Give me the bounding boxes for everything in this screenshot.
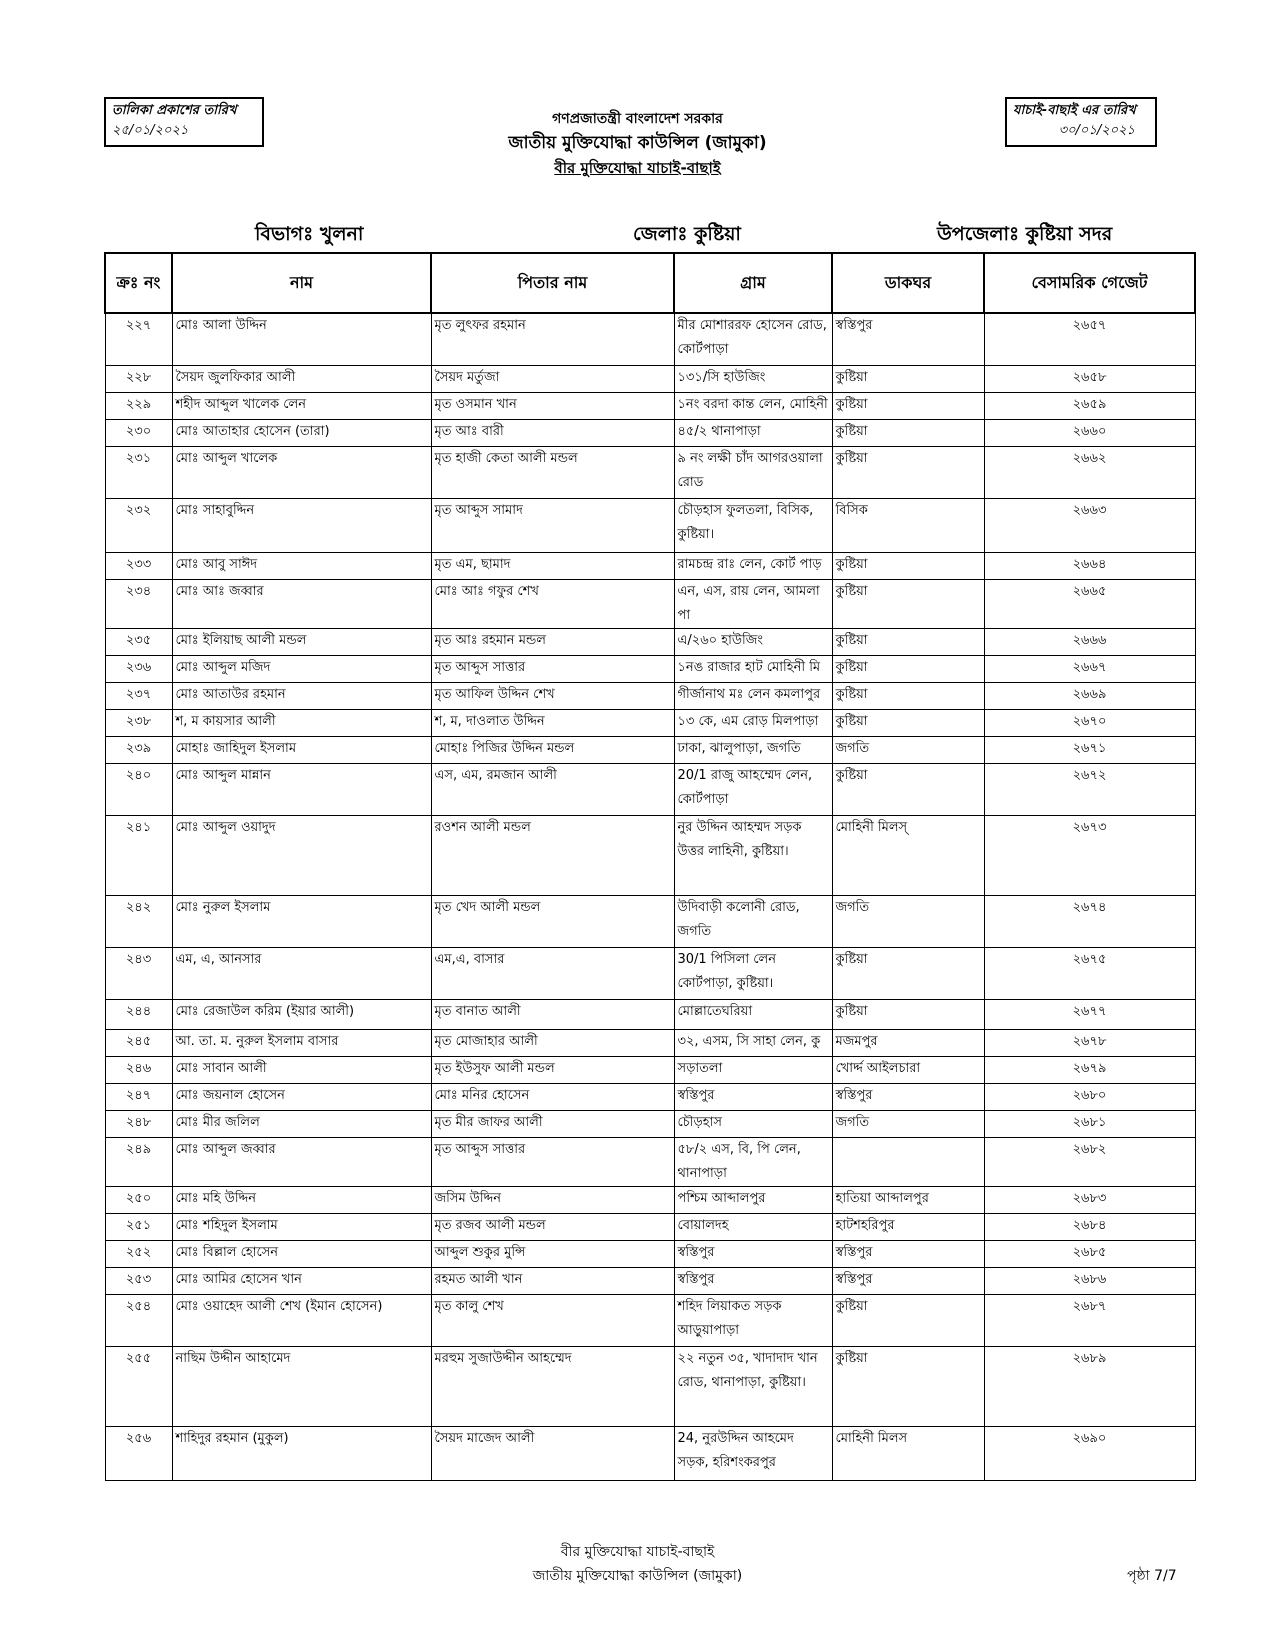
verify-date-label: যাচাই-বাছাই এর তারিখ (1013, 103, 1136, 118)
village-cell: চৌড়হাস ফুলতলা, বিসিক, কুষ্টিয়া। (674, 498, 832, 552)
father-name-cell: মৃত আঃ বারী (431, 419, 674, 446)
gazette-cell: ২৬৮১ (984, 1110, 1195, 1137)
post-office-cell: মজমপুর (832, 1029, 984, 1056)
serial-cell: ২৪০ (105, 763, 172, 815)
village-cell: 24, নুরউদ্দিন আহমেদ সড়ক, হরিশংকরপুর (674, 1426, 832, 1480)
serial-cell: ২৩৮ (105, 709, 172, 736)
post-office-cell: জগতি (832, 736, 984, 763)
post-office-cell: হাতিয়া আব্দালপুর (832, 1186, 984, 1213)
name-cell: মোঃ আবু সাঈদ (172, 552, 431, 579)
father-name-cell: মোঃ আঃ গফুর শেখ (431, 579, 674, 628)
village-cell: নুর উদ্দিন আহম্মদ সড়ক উত্তর লাহিনী, কুষ্টিয়া। (674, 815, 832, 895)
table-row (105, 1240, 1195, 1267)
father-name-cell: রওশন আলী মন্ডল (431, 815, 674, 895)
column-header-father-name: পিতার নাম (431, 253, 674, 313)
table-row (105, 1137, 1195, 1186)
gazette-cell: ২৬৭৮ (984, 1029, 1195, 1056)
post-office-cell: কুষ্টিয়া (832, 1294, 984, 1346)
father-name-cell: মৃত হাজী কেতা আলী মন্ডল (431, 446, 674, 498)
post-office-cell: কুষ্টিয়া (832, 999, 984, 1029)
gazette-cell: ২৬৭০ (984, 709, 1195, 736)
serial-cell: ২৪৪ (105, 999, 172, 1029)
serial-cell: ২৩২ (105, 498, 172, 552)
post-office-cell: কুষ্টিয়া (832, 552, 984, 579)
village-cell: ৩২, এসম, সি সাহা লেন, কু (674, 1029, 832, 1056)
father-name-cell: মৃত বানাত আলী (431, 999, 674, 1029)
post-office-cell: কুষ্টিয়া (832, 709, 984, 736)
table-row (105, 1083, 1195, 1110)
gazette-cell: ২৬৮০ (984, 1083, 1195, 1110)
name-cell: মোঃ নুরুল ইসলাম (172, 895, 431, 947)
village-cell: চৌড়হাস (674, 1110, 832, 1137)
gazette-cell: ২৬৬৬ (984, 628, 1195, 655)
table-row (105, 1294, 1195, 1346)
gazette-cell: ২৬৫৯ (984, 392, 1195, 419)
village-cell: ১নঙ রাজার হাট মোহিনী মি (674, 655, 832, 682)
village-cell: ৯ নং লক্ষী চাঁদ আগরওয়ালা রোড (674, 446, 832, 498)
gazette-cell: ২৬৮৫ (984, 1240, 1195, 1267)
column-header-post-office: ডাকঘর (832, 253, 984, 313)
name-cell: মোঃ আব্দুল জব্বার (172, 1137, 431, 1186)
serial-cell: ২৪৭ (105, 1083, 172, 1110)
village-cell: উদিবাড়ী কলোনী রোড, জগতি (674, 895, 832, 947)
father-name-cell: আব্দুল শুকুর মুন্সি (431, 1240, 674, 1267)
name-cell: মোঃ আব্দুল খালেক (172, 446, 431, 498)
gazette-cell: ২৬৭৫ (984, 947, 1195, 999)
serial-cell: ২৪২ (105, 895, 172, 947)
gazette-cell: ২৬৬২ (984, 446, 1195, 498)
post-office-cell: মোহিনী মিলস্ (832, 815, 984, 895)
father-name-cell: মোঃ মনির হোসেন (431, 1083, 674, 1110)
post-office-cell: কুষ্টিয়া (832, 392, 984, 419)
gazette-cell: ২৬৭৯ (984, 1056, 1195, 1083)
father-name-cell: সৈয়দ মাজেদ আলী (431, 1426, 674, 1480)
name-cell: শাহিদুর রহমান (মুকুল) (172, 1426, 431, 1480)
table-row (105, 947, 1195, 999)
name-cell: মোহাঃ জাহিদুল ইসলাম (172, 736, 431, 763)
gazette-cell: ২৬৭৩ (984, 815, 1195, 895)
table-row (105, 1346, 1195, 1426)
council-title: জাতীয় মুক্তিযোদ্ধা কাউন্সিল (জামুকা) (508, 133, 767, 153)
post-office-cell: কুষ্টিয়া (832, 763, 984, 815)
name-cell: শ, ম কায়সার আলী (172, 709, 431, 736)
post-office-cell: খোর্দ্দ আইলচারা (832, 1056, 984, 1083)
upazila-label: উপজেলাঃ কুষ্টিয়া সদর (937, 223, 1113, 245)
village-cell: এ/২৬০ হাউজিং (674, 628, 832, 655)
table-row (105, 365, 1195, 392)
gazette-cell: ২৬৫৭ (984, 313, 1195, 365)
name-cell: মোঃ ওয়াহেদ আলী শেখ (ইমান হোসেন) (172, 1294, 431, 1346)
father-name-cell: মৃত লুৎফর রহমান (431, 313, 674, 365)
table-row (105, 446, 1195, 498)
name-cell: মোঃ রেজাউল করিম (ইয়ার আলী) (172, 999, 431, 1029)
gazette-cell: ২৬৬৭ (984, 655, 1195, 682)
post-office-cell: স্বস্তিপুর (832, 1240, 984, 1267)
name-cell: মোঃ সাহাবুদ্দিন (172, 498, 431, 552)
table-row (105, 1426, 1195, 1480)
village-cell: শহিদ লিয়াকত সড়ক আড়ুয়াপাড়া (674, 1294, 832, 1346)
father-name-cell: জসিম উদ্দিন (431, 1186, 674, 1213)
post-office-cell: স্বস্তিপুর (832, 1083, 984, 1110)
table-row (105, 552, 1195, 579)
table-body (105, 313, 1195, 1480)
serial-cell: ২২৯ (105, 392, 172, 419)
table-row (105, 999, 1195, 1029)
name-cell: মোঃ শহিদুল ইসলাম (172, 1213, 431, 1240)
post-office-cell: কুষ্টিয়া (832, 628, 984, 655)
gazette-cell: ২৬৮৯ (984, 1346, 1195, 1426)
serial-cell: ২৫৩ (105, 1267, 172, 1294)
father-name-cell: মৃত খেদ আলী মন্ডল (431, 895, 674, 947)
serial-cell: ২৪৫ (105, 1029, 172, 1056)
serial-cell: ২৫১ (105, 1213, 172, 1240)
column-header-name: নাম (172, 253, 431, 313)
father-name-cell: মৃত ইউসুফ আলী মন্ডল (431, 1056, 674, 1083)
district-label: জেলাঃ কুষ্টিয়া (633, 223, 741, 245)
serial-cell: ২৪৯ (105, 1137, 172, 1186)
serial-cell: ২৪৩ (105, 947, 172, 999)
father-name-cell: মৃত এম, ছামাদ (431, 552, 674, 579)
table-row (105, 1267, 1195, 1294)
post-office-cell: কুষ্টিয়া (832, 1346, 984, 1426)
serial-cell: ২৩১ (105, 446, 172, 498)
father-name-cell: মৃত মীর জাফর আলী (431, 1110, 674, 1137)
gazette-cell: ২৬৬৫ (984, 579, 1195, 628)
name-cell: মোঃ আব্দুল ওয়াদুদ (172, 815, 431, 895)
table-row (105, 763, 1195, 815)
table-row (105, 1029, 1195, 1056)
post-office-cell: কুষ্টিয়া (832, 419, 984, 446)
gazette-cell: ২৬৭২ (984, 763, 1195, 815)
name-cell: মোঃ আমির হোসেন খান (172, 1267, 431, 1294)
village-cell: ১৩ কে, এম রোড় মিলপাড়া (674, 709, 832, 736)
village-cell: রামচন্দ্র রাঃ লেন, কোর্ট পাড় (674, 552, 832, 579)
page-number: পৃষ্ঠা 7/7 (1127, 1568, 1177, 1584)
village-cell: মোল্লাতেঘরিয়া (674, 999, 832, 1029)
gazette-cell: ২৬৯০ (984, 1426, 1195, 1480)
name-cell: শহীদ আব্দুল খালেক লেন (172, 392, 431, 419)
table-row (105, 709, 1195, 736)
column-header-village: গ্রাম (674, 253, 832, 313)
father-name-cell: মৃত আব্দুস সাত্তার (431, 1137, 674, 1186)
publish-date-label: তালিকা প্রকাশের তারিখ (112, 103, 237, 118)
serial-cell: ২৫৫ (105, 1346, 172, 1426)
government-title: গণপ্রজাতন্ত্রী বাংলাদেশ সরকার (552, 111, 723, 127)
village-cell: ১৩১/সি হাউজিং (674, 365, 832, 392)
gazette-cell: ২৬৮৭ (984, 1294, 1195, 1346)
gazette-cell: ২৬৫৮ (984, 365, 1195, 392)
serial-cell: ২৩৫ (105, 628, 172, 655)
village-cell: গীর্জানাথ মঃ লেন কমলাপুর (674, 682, 832, 709)
father-name-cell: শ, ম, দাওলাত উদ্দিন (431, 709, 674, 736)
village-cell: বোয়ালদহ (674, 1213, 832, 1240)
village-cell: পশ্চিম আব্দালপুর (674, 1186, 832, 1213)
table-row (105, 655, 1195, 682)
name-cell: নাছিম উদ্দীন আহামেদ (172, 1346, 431, 1426)
father-name-cell: মৃত মোজাহার আলী (431, 1029, 674, 1056)
post-office-cell: কুষ্টিয়া (832, 365, 984, 392)
post-office-cell: কুষ্টিয়া (832, 579, 984, 628)
table-row (105, 313, 1195, 365)
column-header-civil-gazette: বেসামরিক গেজেট (984, 253, 1195, 313)
table-row (105, 392, 1195, 419)
post-office-cell (832, 1137, 984, 1186)
publish-date-value: ২৫/০১/২০২১ (112, 123, 189, 138)
serial-cell: ২৫৪ (105, 1294, 172, 1346)
village-cell: ঢাকা, ঝালুপাড়া, জগতি (674, 736, 832, 763)
list-title: বীর মুক্তিযোদ্ধা যাচাই-বাছাই (554, 159, 721, 177)
table-row (105, 736, 1195, 763)
village-cell: মীর মোশাররফ হোসেন রোড, কোর্টপাড়া (674, 313, 832, 365)
page-footer (0, 1540, 1275, 1588)
table-row (105, 1186, 1195, 1213)
table-row (105, 419, 1195, 446)
table-row (105, 579, 1195, 628)
village-cell: ৫৮/২ এস, বি, পি লেন, থানাপাড়া (674, 1137, 832, 1186)
name-cell: সৈয়দ জুলফিকার আলী (172, 365, 431, 392)
gazette-cell: ২৬৬৪ (984, 552, 1195, 579)
gazette-cell: ২৬৮২ (984, 1137, 1195, 1186)
verify-date-value: ৩০/০১/২০২১ (1058, 123, 1135, 138)
father-name-cell: এস, এম, রমজান আলী (431, 763, 674, 815)
name-cell: মোঃ ইলিয়াছ আলী মন্ডল (172, 628, 431, 655)
post-office-cell: জগতি (832, 1110, 984, 1137)
table-row (105, 1110, 1195, 1137)
name-cell: মোঃ আব্দুল মান্নান (172, 763, 431, 815)
father-name-cell: মৃত ওসমান খান (431, 392, 674, 419)
name-cell: আ. তা. ম. নুরুল ইসলাম বাসার (172, 1029, 431, 1056)
serial-cell: ২৪১ (105, 815, 172, 895)
table-header-row (105, 253, 1195, 313)
name-cell: মোঃ মহি উদ্দিন (172, 1186, 431, 1213)
name-cell: মোঃ আঃ জব্বার (172, 579, 431, 628)
gazette-cell: ২৬৬৩ (984, 498, 1195, 552)
serial-cell: ২৩৭ (105, 682, 172, 709)
name-cell: মোঃ আলা উদ্দিন (172, 313, 431, 365)
table-row (105, 498, 1195, 552)
footer-line-1: বীর মুক্তিযোদ্ধা যাচাই-বাছাই (560, 1544, 715, 1560)
name-cell: মোঃ আতাউর রহমান (172, 682, 431, 709)
village-cell: সড়াতলা (674, 1056, 832, 1083)
serial-cell: ২৩০ (105, 419, 172, 446)
table-row (105, 628, 1195, 655)
post-office-cell: স্বস্তিপুর (832, 1267, 984, 1294)
gazette-cell: ২৬৭৪ (984, 895, 1195, 947)
gazette-cell: ২৬৮৩ (984, 1186, 1195, 1213)
post-office-cell: মোহিনী মিলস (832, 1426, 984, 1480)
post-office-cell: কুষ্টিয়া (832, 655, 984, 682)
village-cell: স্বস্তিপুর (674, 1083, 832, 1110)
father-name-cell: এম,এ, বাসার (431, 947, 674, 999)
village-cell: 20/1 রাজু আহম্মেদ লেন, কোর্টপাড়া (674, 763, 832, 815)
gazette-cell: ২৬৮৪ (984, 1213, 1195, 1240)
serial-cell: ২৩৪ (105, 579, 172, 628)
post-office-cell: কুষ্টিয়া (832, 446, 984, 498)
village-cell: ২২ নতুন ৩৫, খাদাদাদ খান রোড, থানাপাড়া, কুষ্টিয়া। (674, 1346, 832, 1426)
name-cell: মোঃ আতাহার হোসেন (তারা) (172, 419, 431, 446)
table-row (105, 1056, 1195, 1083)
name-cell: মোঃ মীর জলিল (172, 1110, 431, 1137)
freedom-fighter-table (104, 252, 1196, 1481)
gazette-cell: ২৬৬৯ (984, 682, 1195, 709)
name-cell: এম, এ, আনসার (172, 947, 431, 999)
gazette-cell: ২৬৬০ (984, 419, 1195, 446)
post-office-cell: জগতি (832, 895, 984, 947)
table-row (105, 895, 1195, 947)
post-office-cell: কুষ্টিয়া (832, 682, 984, 709)
post-office-cell: স্বস্তিপুর (832, 313, 984, 365)
village-cell: স্বস্তিপুর (674, 1240, 832, 1267)
gazette-cell: ২৬৭১ (984, 736, 1195, 763)
serial-cell: ২৩৯ (105, 736, 172, 763)
father-name-cell: মৃত কালু শেখ (431, 1294, 674, 1346)
serial-cell: ২২৮ (105, 365, 172, 392)
name-cell: মোঃ বিল্লাল হোসেন (172, 1240, 431, 1267)
village-cell: এন, এস, রায় লেন, আমলা পা (674, 579, 832, 628)
gazette-cell: ২৬৭৭ (984, 999, 1195, 1029)
village-cell: ৪৫/২ থানাপাড়া (674, 419, 832, 446)
table-row (105, 682, 1195, 709)
serial-cell: ২৪৬ (105, 1056, 172, 1083)
village-cell: ১নং বরদা কান্ত লেন, মোহিনী (674, 392, 832, 419)
gazette-cell: ২৬৮৬ (984, 1267, 1195, 1294)
serial-cell: ২৩৬ (105, 655, 172, 682)
father-name-cell: রহমত আলী খান (431, 1267, 674, 1294)
village-cell: 30/1 পিসিলা লেন কোর্টপাড়া, কুষ্টিয়া। (674, 947, 832, 999)
post-office-cell: বিসিক (832, 498, 984, 552)
father-name-cell: মরহুম সুজাউদ্দীন আহম্মেদ (431, 1346, 674, 1426)
father-name-cell: মৃত আব্দুস সাত্তার (431, 655, 674, 682)
serial-cell: ২৫২ (105, 1240, 172, 1267)
serial-cell: ২৫০ (105, 1186, 172, 1213)
father-name-cell: মৃত রজব আলী মন্ডল (431, 1213, 674, 1240)
table-row (105, 815, 1195, 895)
father-name-cell: মৃত আঃ রহমান মন্ডল (431, 628, 674, 655)
column-header-serial: ক্রঃ নং (105, 253, 172, 313)
father-name-cell: মৃত আফিল উদ্দিন শেখ (431, 682, 674, 709)
division-label: বিভাগঃ খুলনা (255, 223, 364, 245)
serial-cell: ২৩৩ (105, 552, 172, 579)
father-name-cell: সৈয়দ মর্তুজা (431, 365, 674, 392)
table-row (105, 1213, 1195, 1240)
name-cell: মোঃ আব্দুল মজিদ (172, 655, 431, 682)
serial-cell: ২৫৬ (105, 1426, 172, 1480)
father-name-cell: মৃত আব্দুস সামাদ (431, 498, 674, 552)
footer-line-2: জাতীয় মুক্তিযোদ্ধা কাউন্সিল (জামুকা) (532, 1568, 743, 1584)
serial-cell: ২৪৮ (105, 1110, 172, 1137)
father-name-cell: মোহাঃ পিজির উদ্দিন মন্ডল (431, 736, 674, 763)
name-cell: মোঃ জয়নাল হোসেন (172, 1083, 431, 1110)
post-office-cell: কুষ্টিয়া (832, 947, 984, 999)
document-header (0, 108, 1275, 180)
post-office-cell: হাটশহরিপুর (832, 1213, 984, 1240)
village-cell: স্বস্তিপুর (674, 1267, 832, 1294)
name-cell: মোঃ সাবান আলী (172, 1056, 431, 1083)
serial-cell: ২২৭ (105, 313, 172, 365)
